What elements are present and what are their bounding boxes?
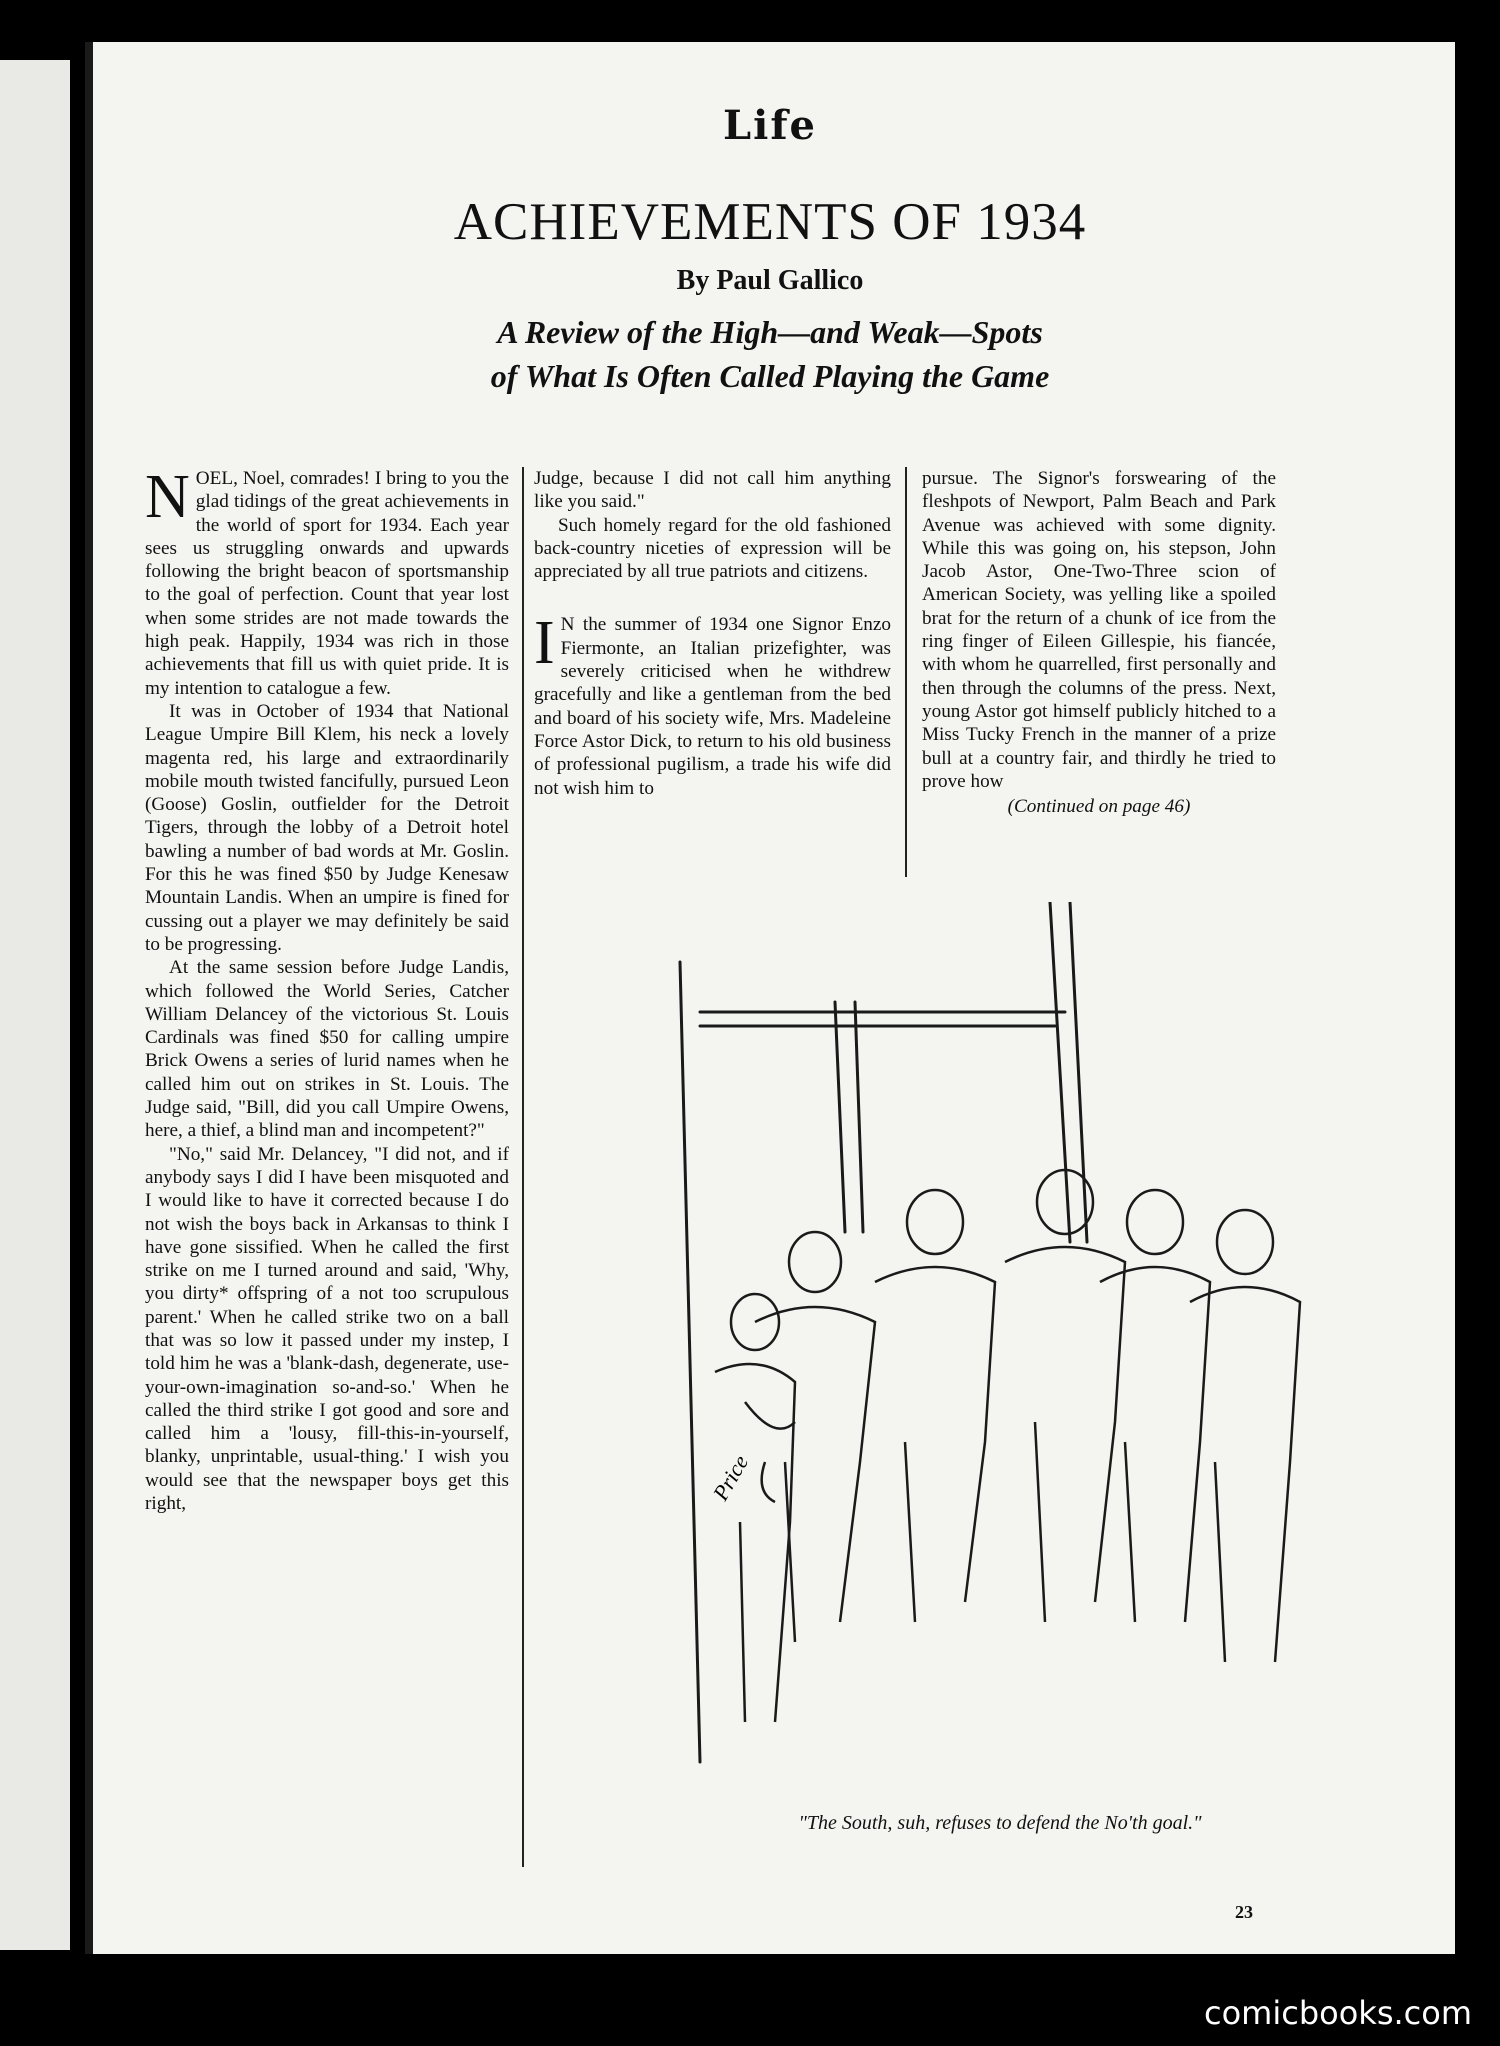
paragraph: At the same session before Judge Landis, which followed the World Series, Catcher William Delancey of the victorious St. Louis Cardinals was fined $50 for calling umpire Brick Owens a series of lurid names when he called him out on strikes in St. Louis. The Judge said, "Bill, did you call Umpire Owens, here, a thief, a blind man and incompetent?" bbox=[145, 957, 509, 1142]
byline: By Paul Gallico bbox=[676, 265, 864, 296]
article-title: ACHIEVEMENTS OF 1934 bbox=[453, 193, 1087, 251]
text-column-1 bbox=[145, 467, 509, 1852]
paragraph bbox=[145, 467, 509, 700]
watermark: comicbooks.com bbox=[1203, 1994, 1472, 2032]
page-number: 23 bbox=[1235, 1902, 1253, 1922]
drop-cap: N bbox=[145, 467, 190, 531]
goalpost-left-line bbox=[680, 962, 700, 1762]
text-column-2 bbox=[534, 467, 891, 887]
paragraph: pursue. The Signor's forswearing of the fleshpots of Newport, Palm Beach and Park Avenue was achieved with some dignity. While this was going on, his stepson, John Jacob Astor, One-Two-Three scion of American Society, was yelling like a spoiled brat for the return of a chunk of ice from the ring finger of Eileen Gillespie, his fiancée, with whom he quarrelled, first personally and then through the columns of the press. Next, young Astor got himself publicly hitched to a Miss Tucky French in the manner of a prize bull at a country fair, and thirdly he tried to prove how bbox=[922, 468, 1276, 792]
magazine-page bbox=[85, 42, 1455, 1954]
continued-note: (Continued on page 46) bbox=[1007, 796, 1191, 818]
paragraph: Such homely regard for the old fashioned back-country niceties of expression will be appreciated by all true patriots and citizens. bbox=[534, 514, 891, 583]
column-rule bbox=[905, 467, 907, 877]
drop-cap: I bbox=[534, 609, 555, 678]
paragraph: Judge, because I did not call him anything like you said." bbox=[534, 468, 891, 513]
paragraph-text: N the summer of 1934 one Signor Enzo Fiermonte, an Italian prizefighter, was severely criticised when he withdrew gracefully and like a gentleman from the bed and board of his society wife, Mrs. Madeleine Force Astor Dick, to return to his old business of professional pugilism, a trade his wife did not wish him to bbox=[534, 614, 891, 799]
text-column-3 bbox=[922, 467, 1276, 887]
subtitle bbox=[85, 310, 1455, 398]
paragraph-text: OEL, Noel, comrades! I bring to you the glad tidings of the great achievements in the world of sport for 1934. Each year sees us struggling onwards and upwards following the bright beacon of sportsmanship to the goal of perfection. Count that year lost when some strides are not made towards the high peak. Happily, 1934 was rich in those achievements that fill us with quiet pride. It is my intention to catalogue a few. bbox=[145, 468, 509, 699]
page-gutter bbox=[85, 42, 93, 1954]
paragraph: "No," said Mr. Delancey, "I did not, and if anybody says I did I have been misquoted and I would like to have it corrected because I do not wish the boys back in Arkansas to think I have gone sissified. When he called the first strike on me I turned around and said, 'Why, you dirty* offspring of a not too scrupulous parent.' When he called strike two on a ball that was so low it passed under my instep, I told him he was a 'blank-dash, degenerate, use-your-own-imagination so-and-so.' When he called the third strike I got good and sore and called him a 'lousy, fill-this-in-yourself, blanky, unprintable, usual-thing.' I wish you would see that the newspaper boys get this right, bbox=[145, 1143, 509, 1515]
subtitle-line-1: A Review of the High—and Weak—Spots bbox=[497, 314, 1043, 350]
cartoon-illustration bbox=[645, 902, 1345, 1802]
paragraph: It was in October of 1934 that National League Umpire Bill Klem, his neck a lovely magenta red, his large and extraordinarily mobile mouth twisted fancifully, pursued Leon (Goose) Goslin, outfielder for the Detroit Tigers, through the lobby of a Detroit hotel bawling a number of bad words at Mr. Goslin. For this he was fined $50 by Judge Kenesaw Mountain Landis. When an umpire is fined for cussing out a player we may definitely be said to be progressing. bbox=[145, 700, 509, 955]
illustration-caption: "The South, suh, refuses to defend the No'th goal." bbox=[798, 1812, 1202, 1834]
artist-signature: Price bbox=[707, 1450, 754, 1505]
players-group bbox=[715, 1170, 1300, 1722]
column-rule bbox=[522, 467, 524, 1867]
paragraph bbox=[534, 609, 891, 799]
subtitle-line-2: of What Is Often Called Playing the Game bbox=[490, 358, 1050, 394]
masthead: Life bbox=[723, 102, 817, 149]
facing-page-edge bbox=[0, 60, 70, 1950]
